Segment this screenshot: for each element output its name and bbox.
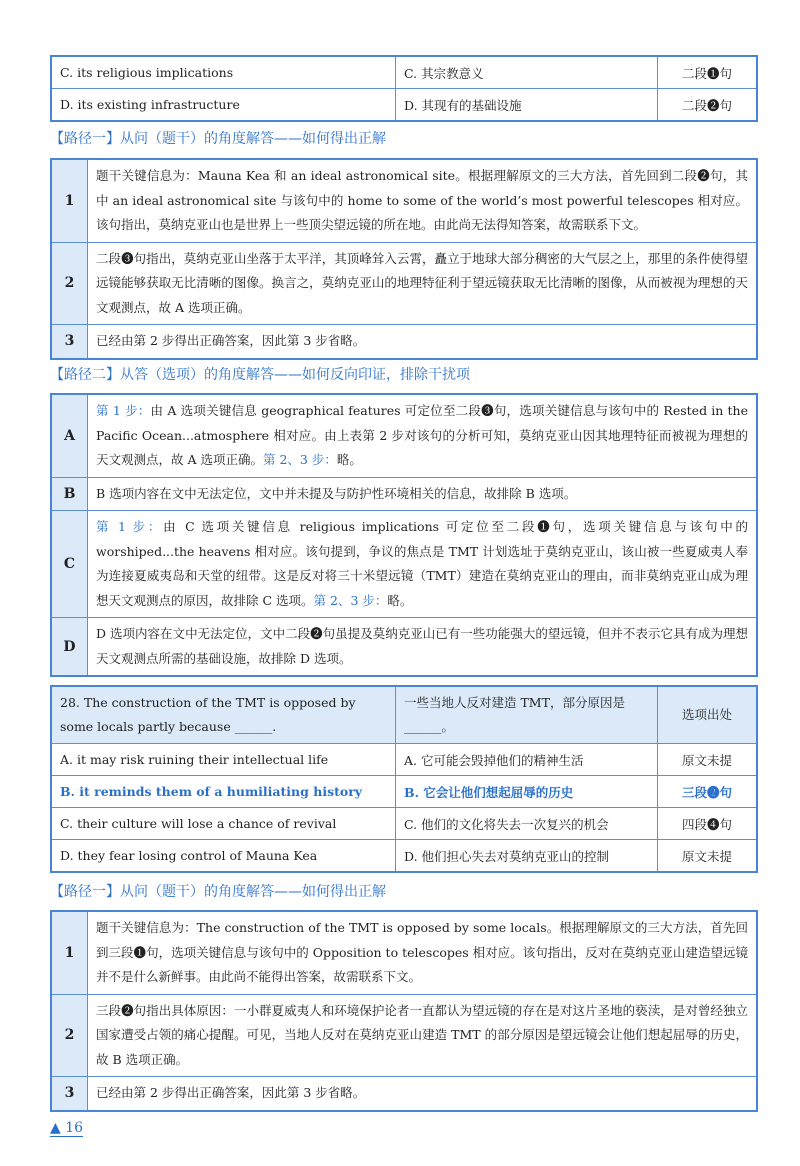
option-row [51,394,757,477]
option-en: D. its existing infrastructure [51,89,396,122]
option-source: 四段❹句 [658,808,758,840]
book-icon: ▲ [50,1120,61,1136]
option-analysis: D 选项内容在文中无法定位，文中二段❷句虽提及莫纳克亚山已有一些功能强大的望远镜，但并不表示它具有成为理想天文观测点所需的基础设施，故排除 D 选项。 [88,618,758,677]
step1-label: 第 1 步： [96,403,151,418]
step-text: 题干关键信息为：The construction of the TMT is opposed by some locals。根据理解原文的三大方法，首先回到三段❶句，选项关键信息与该句中的 Opposition to telescopes 相对应。该句指出，反对在莫纳克亚山建造望远镜并不是什么新鲜事。由此尚不能得出答案，故需联系下文。 [88,911,758,994]
page-number: 16 [65,1120,84,1136]
option-source: 三段❷句 [658,776,758,808]
option-label: A [51,394,88,477]
option-label: C [51,511,88,618]
option-source: 二段❷句 [658,89,758,122]
option-zh: D. 他们担心失去对莫纳克亚山的控制 [396,840,658,873]
analysis-text: 由 A 选项关键信息 geographical features 可定位至二段❸句，选项关键信息与该句中的 Rested in the Pacific Ocean...atmosphere 相对应。由上表第 2 步对该句的分析可知，莫纳克亚山因其地理特征而被视为理想的天文观测点，故 A 选项正确。 [96,403,748,467]
option-label: B [51,477,88,511]
step-row [51,325,757,359]
step-row [51,911,757,994]
option-en: C. its religious implications [51,56,396,89]
options-table-q27 [50,55,758,122]
question-zh: 一些当地人反对建造 TMT，部分原因是______。 [396,686,658,744]
step-label: 3 [51,1077,88,1111]
correct-option-row [51,776,757,808]
page-footer [50,1120,83,1137]
option-row [51,477,757,511]
option-source: 原文未提 [658,840,758,873]
table-row [51,808,757,840]
path1-q28-table [50,910,758,1112]
table-row [51,89,757,122]
option-en: D. they fear losing control of Mauna Kea [51,840,396,873]
step-text: 已经由第 2 步得出正确答案，因此第 3 步省略。 [88,325,758,359]
option-row [51,511,757,618]
step-text: 二段❸句指出，莫纳克亚山坐落于太平洋，其顶峰耸入云霄，矗立于地球大部分稠密的大气层之上，那里的条件使得望远镜能够获取无比清晰的图像。换言之，莫纳克亚山的地理特征利于望远镜获取无比清晰的图像，从而被视为理想的天文观测点，故 A 选项正确。 [88,242,758,325]
step-text: 三段❷句指出具体原因：一小群夏威夷人和环境保护论者一直都认为望远镜的存在是对这片圣地的亵渎，是对曾经独立国家遭受占领的痛心提醒。可见，当地人反对在莫纳克亚山建造 TMT 的部分原因是望远镜会让他们想起屈辱的历史，故 B 选项正确。 [88,994,758,1077]
step-label: 3 [51,325,88,359]
section-heading: 【路径二】从答（选项）的角度解答——如何反向印证，排除干扰项 [50,367,470,383]
option-row [51,618,757,677]
source-header: 选项出处 [658,686,758,744]
step-text: 题干关键信息为：Mauna Kea 和 an ideal astronomical site。根据理解原文的三大方法，首先回到二段❷句，其中 an ideal astronomical site 与该句中的 home to some of the world’s most powerful telescopes 相对应。该句指出，莫纳克亚山也是世界上一些顶尖望远镜的所在地。由此尚无法得知答案，故需联系下文。 [88,159,758,242]
question-en: 28. The construction of the TMT is opposed by some locals partly because ______. [51,686,396,744]
table-row [51,840,757,873]
section-heading: 【路径一】从问（题干）的角度解答——如何得出正解 [50,131,386,147]
step-label: 2 [51,242,88,325]
section-heading: 【路径一】从问（题干）的角度解答——如何得出正解 [50,884,386,900]
option-zh: A. 它可能会毁掉他们的精神生活 [396,744,658,776]
analysis-text: 由 C 选项关键信息 religious implications 可定位至二段❶句，选项关键信息与该句中的 worshiped...the heavens 相对应。该句提到，争议的焦点是 TMT 计划选址于莫纳克亚山，该山被一些夏威夷人奉为连接夏威夷岛和天堂的纽带。这是反对将三十米望远镜（TMT）建造在莫纳克亚山的理由，而非莫纳克亚山成为理想天文观测点的原因，故排除 C 选项。 [96,519,748,608]
option-en: C. their culture will lose a chance of revival [51,808,396,840]
table-row [51,56,757,89]
option-source: 原文未提 [658,744,758,776]
step1-label: 第 1 步： [96,519,164,534]
option-zh: D. 其现有的基础设施 [396,89,658,122]
option-en: B. it reminds them of a humiliating history [51,776,396,808]
q28-table [50,685,758,873]
step-label: 1 [51,911,88,994]
path1-q27-table [50,158,758,360]
option-zh: B. 它会让他们想起屈辱的历史 [396,776,658,808]
option-analysis: B 选项内容在文中无法定位，文中并未提及与防护性环境相关的信息，故排除 B 选项。 [88,477,758,511]
option-source: 二段❶句 [658,56,758,89]
step-row [51,159,757,242]
step-row [51,994,757,1077]
table-row [51,744,757,776]
step-row [51,242,757,325]
step23-label: 第 2、3 步： [313,592,388,608]
option-label: D [51,618,88,677]
option-analysis [88,394,758,477]
option-zh: C. 他们的文化将失去一次复兴的机会 [396,808,658,840]
step-text: 已经由第 2 步得出正确答案，因此第 3 步省略。 [88,1077,758,1111]
path2-table [50,393,758,677]
option-en: A. it may risk ruining their intellectual life [51,744,396,776]
option-zh: C. 其宗教意义 [396,56,658,89]
question-header-row [51,686,757,744]
analysis-tail: 略。 [387,592,413,608]
step23-label: 第 2、3 步： [262,452,337,467]
option-analysis [88,511,758,618]
step-label: 1 [51,159,88,242]
step-label: 2 [51,994,88,1077]
step-row [51,1077,757,1111]
analysis-tail: 略。 [336,452,362,467]
